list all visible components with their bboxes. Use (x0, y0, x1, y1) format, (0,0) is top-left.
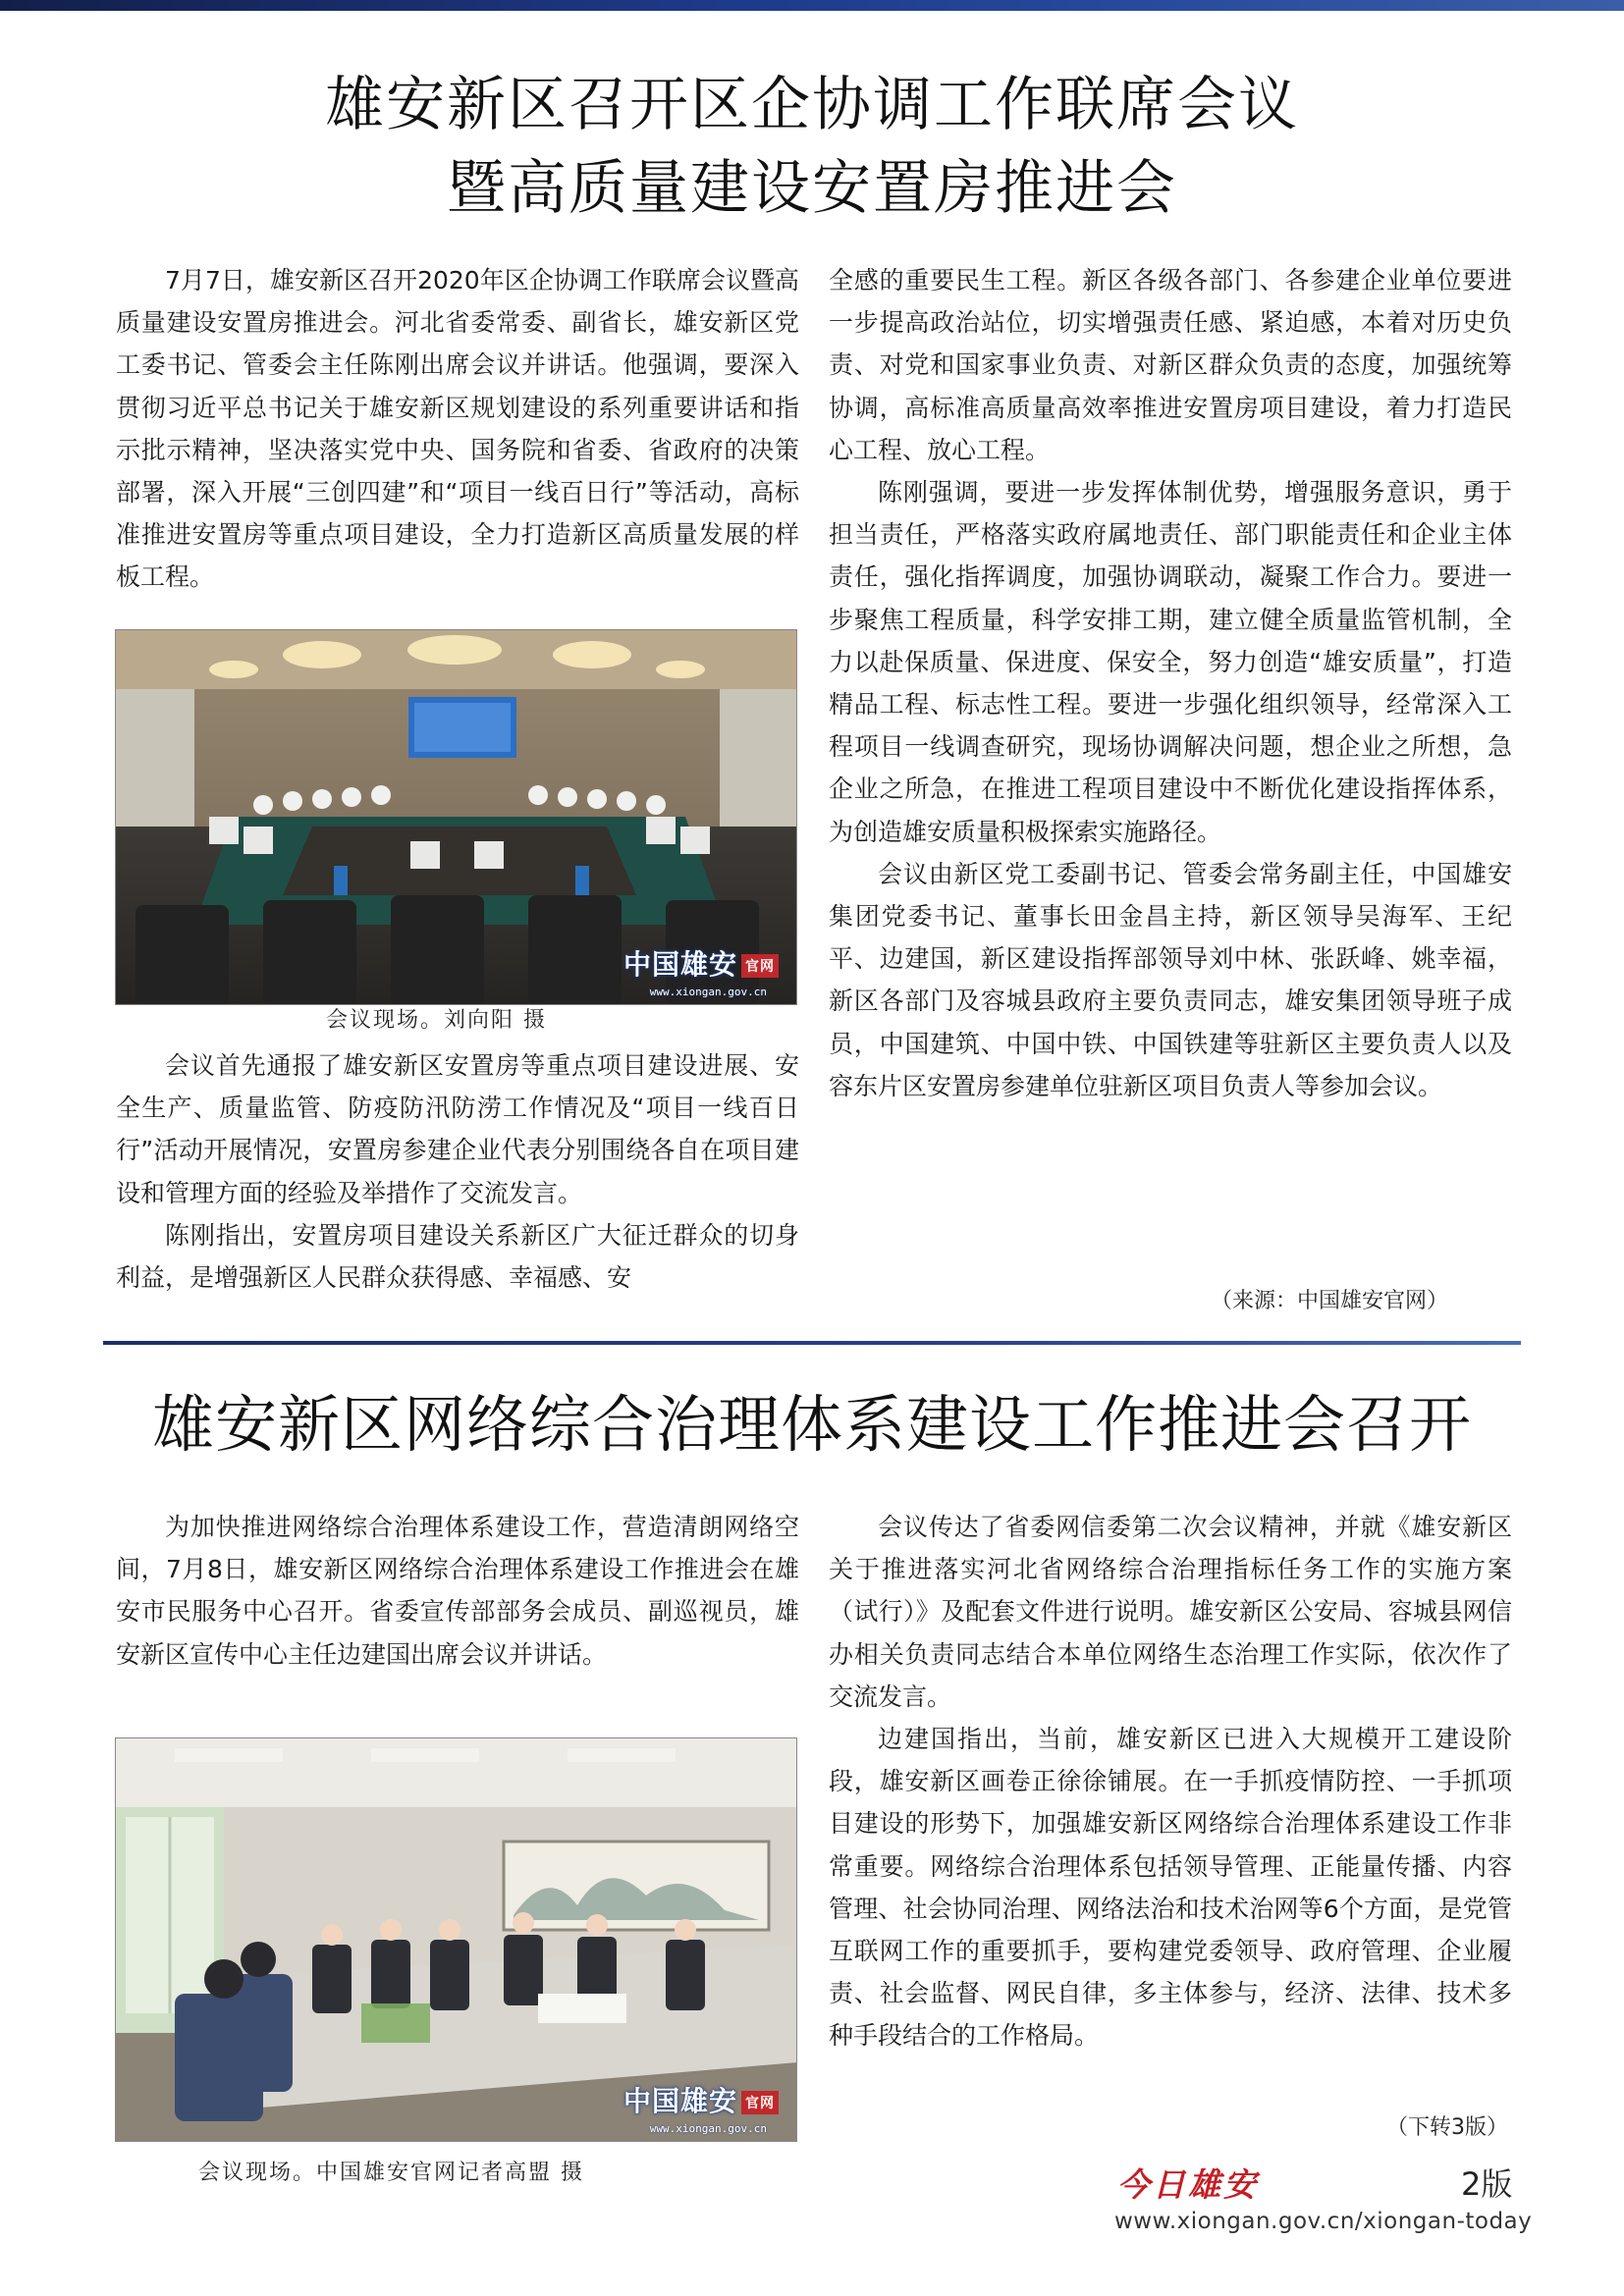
page-number: 2版 (1461, 2165, 1513, 2203)
article2-photo-caption: 会议现场。中国雄安官网记者高盟 摄 (198, 2161, 584, 2185)
section-divider (103, 1341, 1521, 1345)
article2-title: 雄安新区网络综合治理体系建设工作推进会召开 (152, 1389, 1472, 1461)
article1-right-column (829, 259, 1512, 1107)
article1-paragraph: 会议首先通报了雄安新区安置房等重点项目建设进展、安全生产、质量监管、防疫防汛防涝工作情况及“项目一线百日行”活动开展情况，安置房参建企业代表分别围绕各自在项目建设和管理方面的经验及举措作了交流发言。 (116, 1051, 799, 1207)
article1-paragraph: 会议由新区党工委副书记、管委会常务副主任，中国雄安集团党委书记、董事长田金昌主持，新区领导吴海军、王纪平、边建国，新区建设指挥部领导刘中林、张跃峰、姚幸福，新区各部门及容城县政府主要负责同志，雄安集团领导班子成员，中国建筑、中国中铁、中国铁建等驻新区主要负责人以及容东片区安置房参建单位驻新区项目负责人等参加会议。 (829, 859, 1512, 1100)
article1-paragraph: 陈刚指出，安置房项目建设关系新区广大征迁群众的切身利益，是增强新区人民群众获得感、幸福感、安 (116, 1220, 799, 1293)
footer-url[interactable]: www.xiongan.gov.cn/xiongan-today (1114, 2209, 1533, 2234)
article1-paragraph: 7月7日，雄安新区召开2020年区企协调工作联席会议暨高质量建设安置房推进会。河北省委常委、副省长，雄安新区党工委书记、管委会主任陈刚出席会议并讲话。他强调，要深入贯彻习近平总书记关于雄安新区规划建设的系列重要讲话和指示批示精神，坚决落实党中央、国务院和省委、省政府的决策部署，深入开展“三创四建”和“项目一线百日行”等活动，高标准推进安置房等重点项目建设，全力打造新区高质量发展的样板工程。 (116, 266, 799, 592)
photo-watermark-url: www.xiongan.gov.cn (649, 2122, 767, 2135)
photo-watermark: 中国雄安 官网 (623, 943, 779, 983)
continued-notice: （下转3版） (1386, 2115, 1508, 2140)
article1-title-line1: 雄安新区召开区企协调工作联席会议 (325, 71, 1299, 139)
article1-paragraph: 全感的重要民生工程。新区各级各部门、各参建企业单位要进一步提高政治站位，切实增强责任感、紧迫感，本着对历史负责、对党和国家事业负责、对新区群众负责的态度，加强统筹协调，高标准高质量高效率推进安置房项目建设，着力打造民心工程、放心工程。 (829, 266, 1512, 464)
article1-photo-caption: 会议现场。刘向阳 摄 (326, 1008, 547, 1033)
article1-source: （来源：中国雄安官网） (1211, 1289, 1449, 1313)
masthead-logo: 今日雄安 (1117, 2165, 1259, 2204)
watermark-stamp: 官网 (741, 2091, 779, 2114)
photo-watermark-url: www.xiongan.gov.cn (649, 986, 767, 998)
article2-right-column (829, 1506, 1512, 2057)
article1-title-line2: 暨高质量建设安置房推进会 (447, 154, 1177, 223)
article2-meeting-photo (115, 1737, 797, 2142)
article2-paragraph: 为加快推进网络综合治理体系建设工作，营造清朗网络空间，7月8日，雄安新区网络综合治理体系建设工作推进会在雄安市民服务中心召开。省委宣传部部务会成员、副巡视员，雄安新区宣传中心主任边建国出席会议并讲话。 (116, 1513, 799, 1669)
photo-watermark: 中国雄安 官网 (623, 2080, 779, 2119)
article1-left-column-bottom (116, 1044, 799, 1299)
article2-paragraph: 边建国指出，当前，雄安新区已进入大规模开工建设阶段，雄安新区画卷正徐徐铺展。在一手抓疫情防控、一手抓项目建设的形势下，加强雄安新区网络综合治理体系建设工作非常重要。网络综合治理体系包括领导管理、正能量传播、内容管理、社会协同治理、网络法治和技术治网等6个方面，是党管互联网工作的重要抓手，要构建党委领导、政府管理、企业履责、社会监督、网民自律，多主体参与，经济、法律、技术多种手段结合的工作格局。 (829, 1725, 1512, 2051)
article2-paragraph: 会议传达了省委网信委第二次会议精神，并就《雄安新区关于推进落实河北省网络综合治理指标任务工作的实施方案（试行）》及配套文件进行说明。雄安新区公安局、容城县网信办相关负责同志结合本单位网络生态治理工作实际，依次作了交流发言。 (829, 1513, 1512, 1711)
article1-meeting-photo (115, 629, 797, 1005)
watermark-stamp: 官网 (741, 954, 779, 978)
article1-left-column-top (116, 259, 799, 599)
article2-left-column (116, 1506, 799, 1676)
top-accent-bar (0, 0, 1624, 11)
article1-paragraph: 陈刚强调，要进一步发挥体制优势，增强服务意识，勇于担当责任，严格落实政府属地责任、部门职能责任和企业主体责任，强化指挥调度，加强协调联动，凝聚工作合力。要进一步聚焦工程质量，科学安排工期，建立健全质量监管机制，全力以赴保质量、保进度、保安全，努力创造“雄安质量”，打造精品工程、标志性工程。要进一步强化组织领导，经常深入工程项目一线调查研究，现场协调解决问题，想企业之所想，急企业之所急，在推进工程项目建设中不断优化建设指挥体系，为创造雄安质量积极探索实施路径。 (829, 478, 1512, 846)
